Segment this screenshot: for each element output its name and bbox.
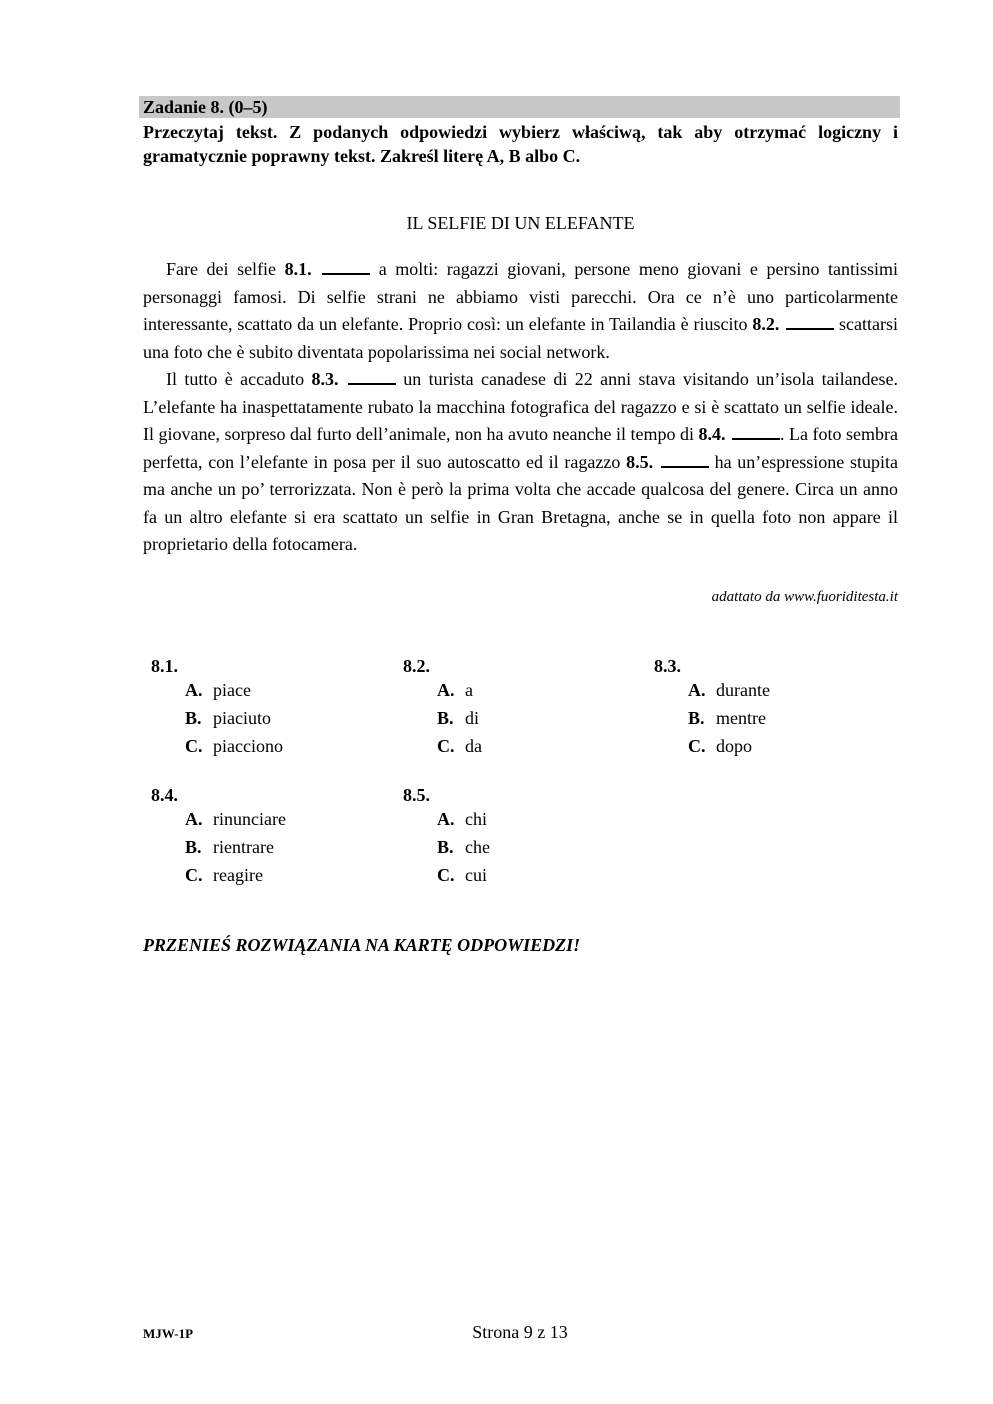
reading-passage — [143, 256, 898, 559]
gap-number: 8.5. — [626, 451, 654, 472]
question-number: 8.1. — [151, 656, 178, 676]
option-letter: B. — [185, 837, 202, 857]
answer-option[interactable] — [143, 704, 283, 732]
exam-code: MJW-1P — [143, 1326, 194, 1341]
gap-blank — [661, 451, 709, 468]
answer-option[interactable] — [395, 805, 490, 833]
option-text: reagire — [213, 865, 263, 885]
option-text: rinunciare — [213, 809, 286, 829]
text-segment: ha un’espressione stupita ma anche un po’ terrorizzata. Non è però la prima volta che accade qualcosa del genere. Circa un anno fa un altro elefante si era scattato un selfie in Gran Bretagna, anche se in quella foto non appare il proprietario della fotocamera. — [143, 451, 898, 554]
answer-option[interactable] — [646, 704, 770, 732]
option-letter: A. — [688, 680, 706, 700]
answer-option[interactable] — [646, 732, 770, 760]
gap-number: 8.2. — [752, 314, 780, 334]
option-text: piacciono — [213, 736, 283, 756]
gap-blank — [786, 313, 834, 330]
gap-number: 8.4. — [698, 424, 726, 444]
gap-blank — [348, 368, 396, 385]
option-letter: B. — [437, 837, 454, 857]
option-letter: C. — [185, 736, 203, 756]
answer-option[interactable] — [646, 676, 770, 704]
option-text: dopo — [716, 736, 752, 756]
option-text: durante — [716, 680, 770, 700]
option-letter: A. — [437, 809, 455, 829]
question-number: 8.2. — [403, 656, 430, 676]
gap-number: 8.3. — [311, 369, 339, 389]
text-segment: Fare dei selfie — [166, 259, 277, 279]
option-letter: B. — [185, 708, 202, 728]
gap-number: 8.1. — [284, 259, 312, 279]
answer-option[interactable] — [395, 676, 482, 704]
question-8-2 — [395, 654, 482, 760]
gap-blank — [732, 423, 780, 440]
text-segment: Il tutto è accaduto — [166, 369, 305, 389]
text-segment: . La foto sembra perfetta, con l’elefante in posa per il suo autoscatto ed il ragazzo — [143, 424, 899, 472]
question-8-5 — [395, 783, 490, 889]
option-text: mentre — [716, 708, 766, 728]
option-letter: C. — [185, 865, 203, 885]
option-letter: A. — [437, 680, 455, 700]
option-letter: A. — [185, 680, 203, 700]
option-letter: A. — [185, 809, 203, 829]
option-text: chi — [465, 809, 487, 829]
task-instruction: Przeczytaj tekst. Z podanych odpowiedzi wybierz właściwą, tak aby otrzymać logiczny i gramatycznie poprawny tekst. Zakreśl literę A, B albo C. — [143, 122, 898, 166]
answer-option[interactable] — [143, 861, 286, 889]
gap-blank — [322, 258, 370, 275]
question-number: 8.5. — [403, 785, 430, 805]
option-text: che — [465, 837, 490, 857]
question-number: 8.4. — [151, 785, 178, 805]
option-text: piaciuto — [213, 708, 271, 728]
paragraph-1 — [143, 256, 898, 366]
answer-option[interactable] — [143, 805, 286, 833]
answer-option[interactable] — [395, 732, 482, 760]
answer-option[interactable] — [143, 732, 283, 760]
paragraph-2 — [143, 366, 898, 559]
option-letter: C. — [688, 736, 706, 756]
page-number: Strona 9 z 13 — [472, 1322, 568, 1342]
question-8-3 — [646, 654, 770, 760]
option-letter: C. — [437, 736, 455, 756]
question-8-4 — [143, 783, 286, 889]
answer-option[interactable] — [143, 676, 283, 704]
option-text: a — [465, 680, 473, 700]
answer-option[interactable] — [395, 833, 490, 861]
option-letter: B. — [688, 708, 705, 728]
transfer-answers-note: PRZENIEŚ ROZWIĄZANIA NA KARTĘ ODPOWIEDZI! — [143, 935, 581, 955]
text-title: IL SELFIE DI UN ELEFANTE — [406, 213, 635, 233]
text-segment: scattarsi una foto che è subito diventata popolarissima nei social network. — [143, 314, 899, 362]
option-text: piace — [213, 680, 251, 700]
option-text: cui — [465, 865, 487, 885]
task-header: Zadanie 8. (0–5) — [139, 96, 900, 118]
text-segment: a molti: ragazzi giovani, persone meno giovani e persino tantissimi personaggi famosi. Di selfie strani ne abbiamo visti parecchi. Ora ce n’è uno particolarmente interessante, scattato da un elefante. Proprio così: un elefante in Tailandia è riuscito — [143, 259, 898, 334]
question-number: 8.3. — [654, 656, 681, 676]
question-8-1 — [143, 654, 283, 760]
option-letter: B. — [437, 708, 454, 728]
answer-option[interactable] — [395, 704, 482, 732]
option-text: da — [465, 736, 482, 756]
option-letter: C. — [437, 865, 455, 885]
answer-option[interactable] — [143, 833, 286, 861]
option-text: rientrare — [213, 837, 274, 857]
text-segment: un turista canadese di 22 anni stava visitando un’isola tailandese. L’elefante ha inaspettatamente rubato la macchina fotografica del ragazzo e si è scattato un selfie ideale. Il giovane, sorpreso dal furto dell’animale, non ha avuto neanche il tempo di — [143, 369, 899, 444]
source-citation: adattato da www.fuoriditesta.it — [711, 589, 898, 605]
option-text: di — [465, 708, 480, 728]
answer-option[interactable] — [395, 861, 490, 889]
